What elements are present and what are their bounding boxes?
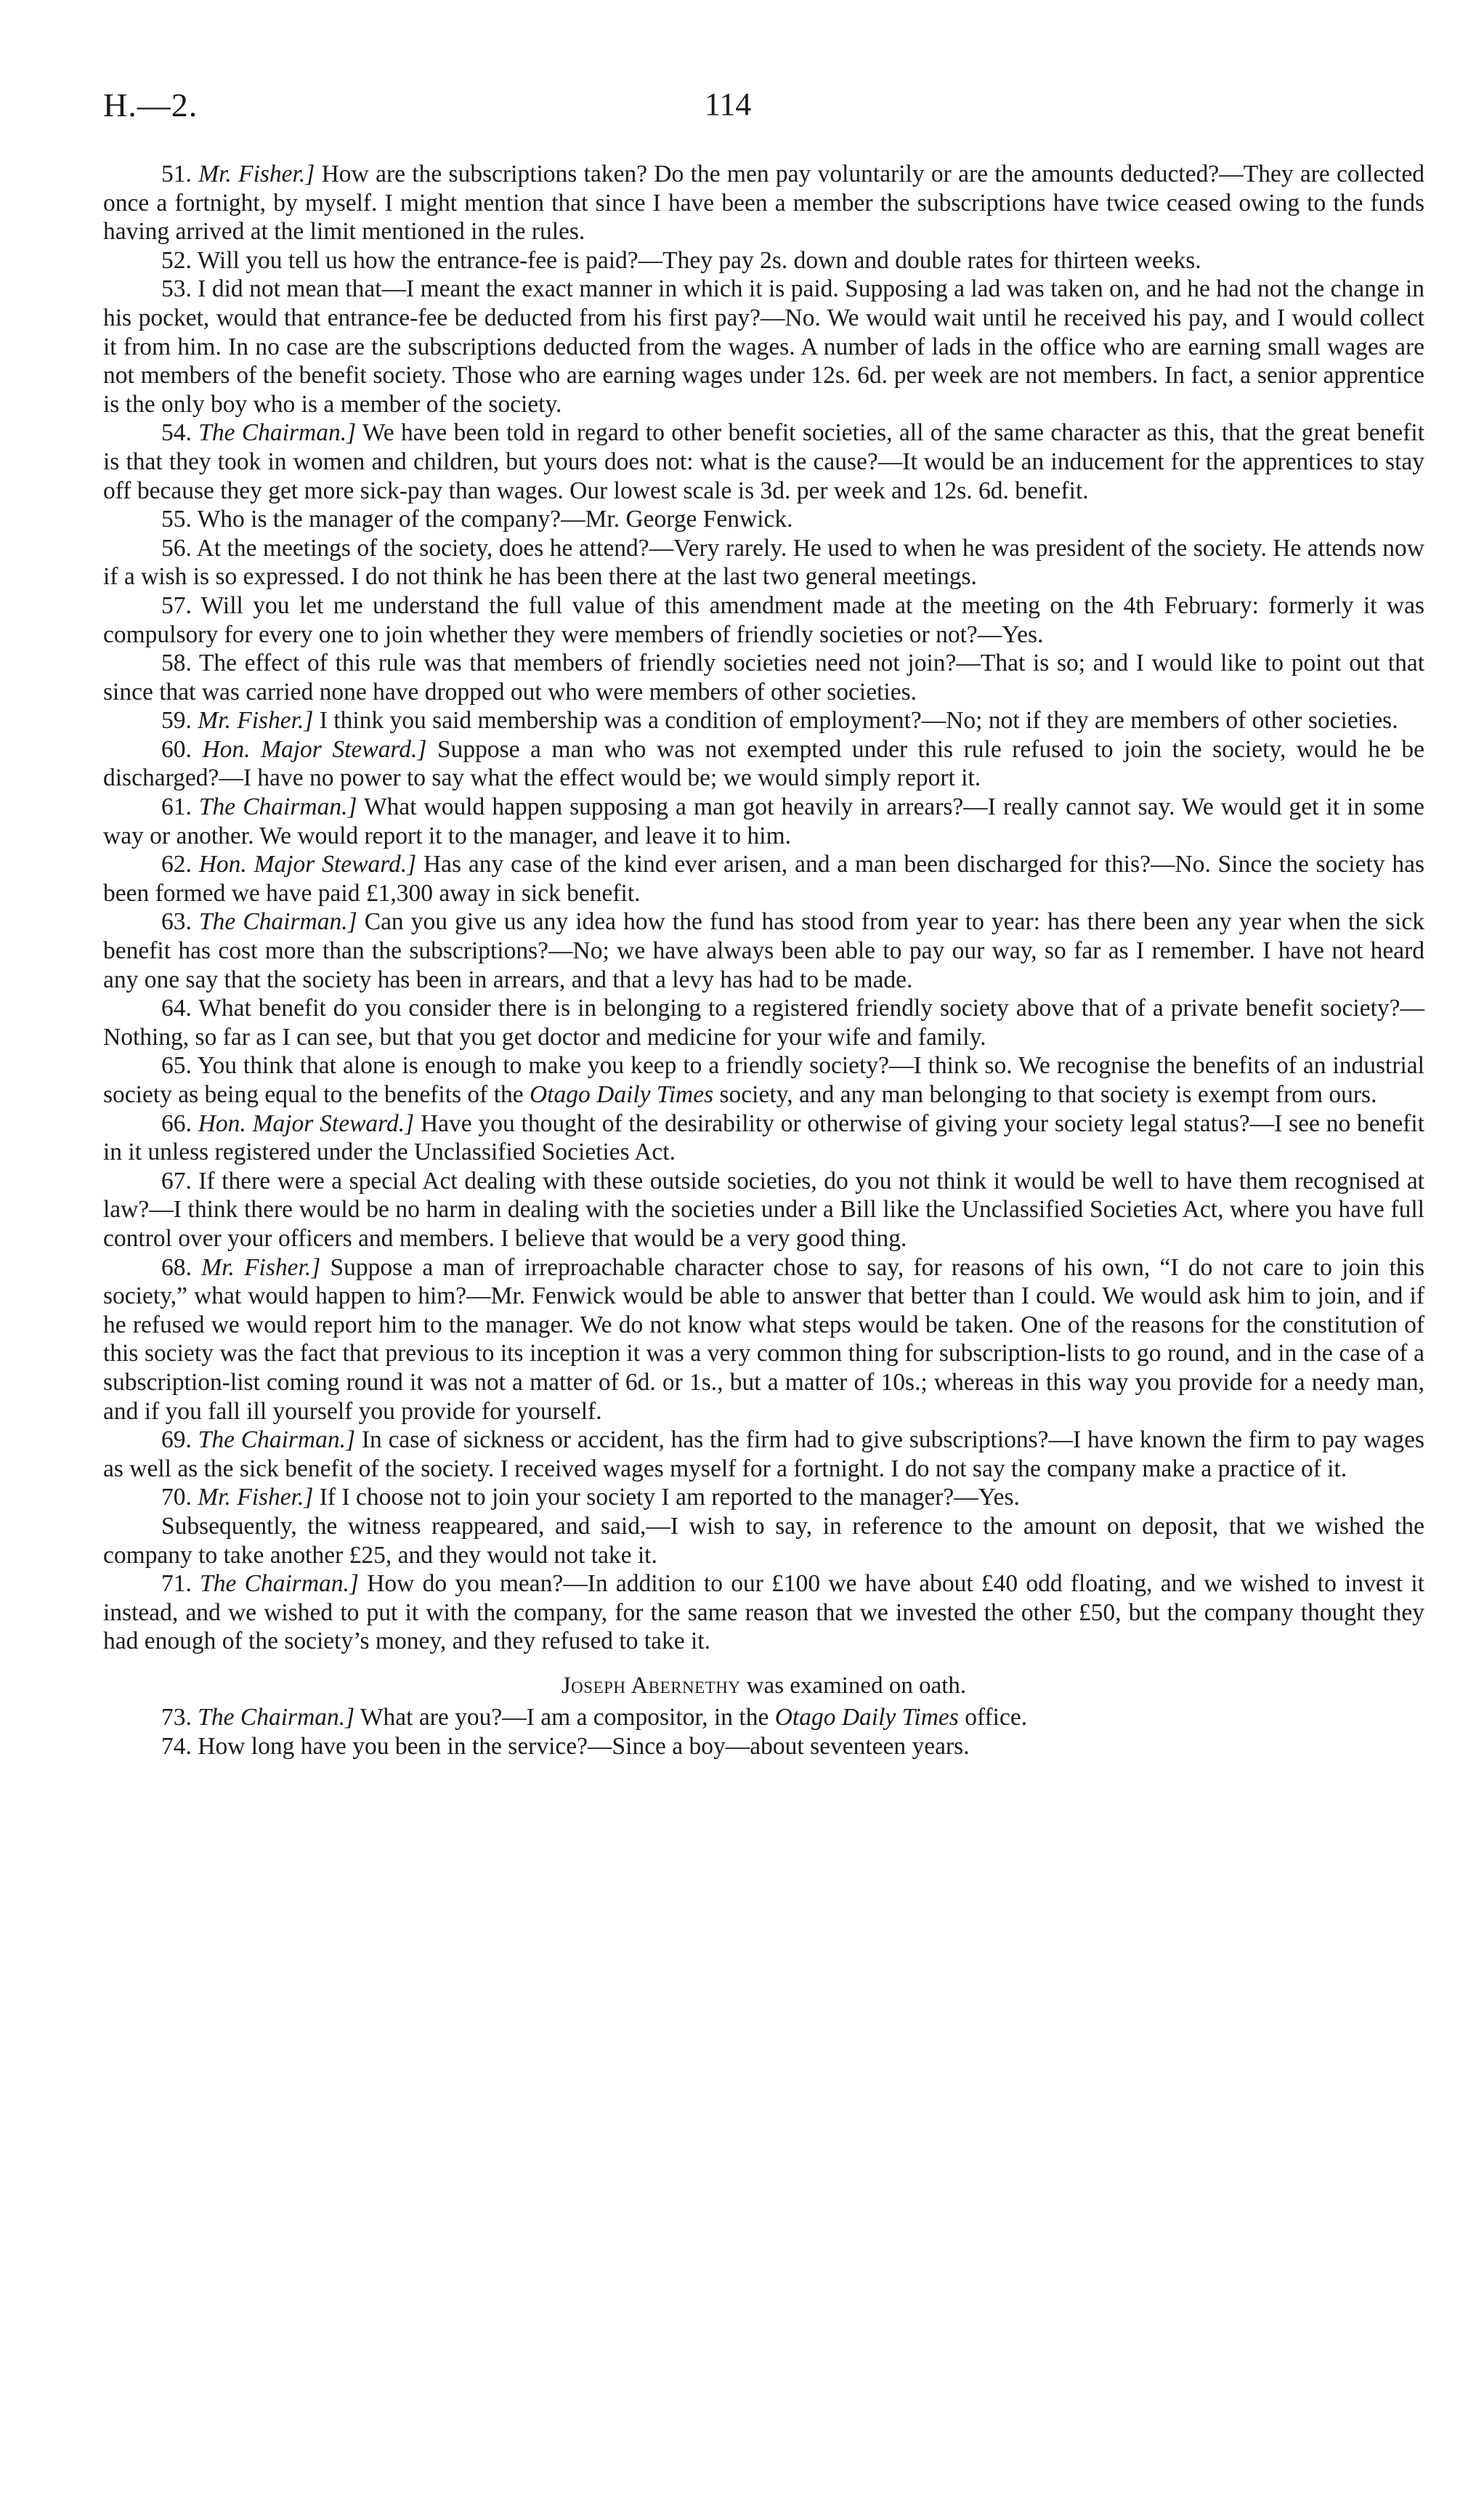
question-number: 73. (161, 1704, 192, 1731)
speaker-label: The Chairman.] (198, 1704, 355, 1731)
evidence-paragraph (103, 246, 1424, 275)
paragraph-text: society, and any man belonging to that society is exempt from ours. (713, 1081, 1377, 1108)
paragraph-text: What are you?—I am a compositor, in the (354, 1704, 775, 1731)
question-number: 66. (161, 1109, 192, 1137)
paragraph-text: The effect of this rule was that members of friendly societies need not join?—That is so; and I would like to point out that since that was carried none have dropped out who were members of other societies. (103, 650, 1424, 706)
evidence-paragraph (103, 1167, 1424, 1253)
paragraph-text: Suppose a man of irreproachable character chose to say, for reasons of his own, “I do not care to join this society,” what would happen to him?—Mr. Fenwick would be able to answer that better than I could. We would ask him to join, and if he refused we would report him to the manager. We do not know what steps would be taken. One of the reasons for the constitution of this society was the fact that previous to its inception it was a very common thing for subscription-lists to go round, and in the case of a subscription-list coming round it was not a matter of 6d. or 1s., but a matter of 10s.; whereas in this way you provide for a needy man, and if you fall ill yourself you provide for yourself. (103, 1253, 1424, 1425)
question-number: 56. (161, 534, 192, 562)
question-number: 60. (161, 735, 192, 763)
evidence-paragraph (103, 706, 1424, 735)
question-number: 61. (161, 793, 192, 821)
speaker-label: The Chairman.] (198, 1426, 356, 1454)
paragraph-text: What would happen supposing a man got heavily in arrears?—I really cannot say. We would get it in some way or another. We would report it to the manager, and leave it to him. (103, 793, 1424, 849)
paragraph-65 (103, 1051, 1424, 1109)
evidence-paragraph (103, 1512, 1424, 1569)
evidence-paragraph (103, 1253, 1424, 1426)
evidence-paragraph (103, 850, 1424, 908)
evidence-paragraph (103, 160, 1424, 246)
paragraph-text: Suppose a man who was not exempted under this rule refused to join the society, would he be discharged?—I have no power to say what the effect would be; we would simply report it. (103, 735, 1425, 792)
question-number: 62. (161, 851, 192, 878)
page-header (103, 86, 1424, 129)
evidence-paragraph (103, 908, 1424, 994)
paragraph-text: If I choose not to join your society I am reported to the manager?—Yes. (313, 1484, 1020, 1511)
paragraph-text: We have been told in regard to other benefit societies, all of the same character as this, that the great benefit is that they took in women and children, but yours does not: what is the cause?—It would be an inducement for the apprentices to stay off because they get more sick-pay than wages. Our lowest scale is 3d. per week and 12s. 6d. benefit. (103, 419, 1424, 504)
paragraph-text: How long have you been in the service?—Since a boy—about seventeen years. (191, 1733, 970, 1761)
paragraph-text: office. (958, 1704, 1028, 1731)
question-number: 74. (161, 1733, 192, 1761)
question-number: 53. (161, 275, 192, 303)
question-number: 70. (161, 1484, 192, 1511)
paragraph-74 (103, 1732, 1424, 1761)
witness-heading-text: was examined on oath. (740, 1672, 967, 1699)
question-number: 64. (161, 995, 192, 1022)
paragraph-text: How do you mean?—In addition to our £100 we have about £40 odd floating, and we wished to invest it instead, and we wished to put it with the company, for the same reason that we invested the other £50, but the company thought they had enough of the society’s money, and they refused to take it. (103, 1570, 1425, 1655)
page-number: 114 (705, 86, 752, 122)
question-number: 57. (161, 591, 192, 619)
speaker-label: Mr. Fisher.] (198, 161, 315, 187)
evidence-paragraph (103, 505, 1424, 534)
paragraph-text: Will you let me understand the full value of this amendment made at the meeting on the 4th February: formerly it was compulsory for every one to join whether they were members of friendly societies or not?—Yes. (103, 591, 1424, 648)
paragraph-text: Can you give us any idea how the fund has stood from year to year: has there been any year when the sick benefit has cost more than the subscriptions?—No; we have always been able to pay our way, so far as I remember. I have not heard any one say that the society has been in arrears, and that a levy has had to be made. (103, 908, 1425, 993)
question-number: 63. (161, 908, 192, 936)
question-number: 59. (161, 707, 192, 735)
evidence-section-b (103, 1109, 1424, 1656)
question-number: 68. (161, 1253, 192, 1281)
speaker-label: The Chairman.] (198, 793, 357, 821)
evidence-paragraph (103, 735, 1424, 793)
question-number: 67. (161, 1167, 192, 1195)
question-number: 51. (161, 161, 192, 187)
question-number: 65. (161, 1052, 192, 1080)
newspaper-name: Otago Daily Times (774, 1704, 959, 1731)
evidence-paragraph (103, 1426, 1424, 1483)
paragraph-text: Subsequently, the witness reappeared, and said,—I wish to say, in reference to the amount on deposit, that we wished the company to take another £25, and they would not take it. (103, 1512, 1424, 1569)
paragraph-text: In case of sickness or accident, has the firm had to give subscriptions?—I have known the firm to pay wages as well as the sick benefit of the society. I received wages myself for a fortnight. I do not say the company make a practice of it. (103, 1426, 1425, 1482)
speaker-label: Hon. Major Steward.] (198, 1109, 415, 1137)
speaker-label: Mr. Fisher.] (201, 1253, 321, 1281)
question-number: 71. (161, 1570, 192, 1598)
paragraph-text: How are the subscriptions taken? Do the men pay voluntarily or are the amounts deducted?—They are collected once a fortnight, by myself. I might mention that since I have been a member the subscriptions have twice ceased owing to the funds having arrived at the limit mentioned in the rules. (103, 161, 1424, 246)
paragraph-73 (103, 1703, 1424, 1732)
evidence-paragraph (103, 994, 1424, 1051)
witness-name: Joseph Abernethy (561, 1672, 741, 1699)
evidence-paragraph (103, 1483, 1424, 1512)
paragraph-text: You think that alone is enough to make you keep to a friendly society?—I think so. We recognise the benefits of an industrial society as being equal to the benefits of the (103, 1052, 1424, 1108)
paragraph-text: What benefit do you consider there is in belonging to a registered friendly society above that of a private benefit society?—Nothing, so far as I can see, but that you get doctor and medicine for your wife and family. (103, 995, 1424, 1051)
paragraph-text: I think you said membership was a condition of employment?—No; not if they are members of other societies. (313, 707, 1398, 735)
paragraph-text: I did not mean that—I meant the exact manner in which it is paid. Supposing a lad was taken on, and he had not the change in his pocket, would that entrance-fee be deducted from his first pay?—No. We would wait until he received his pay, and I would collect it from him. In no case are the subscriptions deducted from the wages. A number of lads in the office who are earning small wages are not members of the benefit society. Those who are earning wages under 12s. 6d. per week are not members. In fact, a senior apprentice is the only boy who is a member of the society. (103, 275, 1424, 418)
speaker-label: Mr. Fisher.] (198, 707, 314, 735)
evidence-section-a (103, 160, 1424, 1051)
paragraph-text: Have you thought of the desirability or otherwise of giving your society legal status?—I see no benefit in it unless registered under the Unclassified Societies Act. (103, 1109, 1425, 1166)
evidence-paragraph (103, 1569, 1424, 1656)
question-number: 69. (161, 1426, 192, 1454)
question-number: 52. (161, 246, 192, 274)
question-number: 55. (161, 506, 192, 533)
speaker-label: Hon. Major Steward.] (202, 735, 427, 763)
evidence-paragraph (103, 1109, 1424, 1167)
newspaper-name: Otago Daily Times (530, 1081, 714, 1108)
evidence-body (103, 160, 1424, 1761)
question-number: 58. (161, 650, 192, 677)
document-reference: H.—2. (103, 86, 198, 124)
speaker-label: The Chairman.] (200, 1570, 359, 1598)
evidence-paragraph (103, 649, 1424, 706)
evidence-paragraph (103, 534, 1424, 591)
question-number: 54. (161, 419, 192, 447)
paragraph-text: Has any case of the kind ever arisen, and a man been discharged for this?—No. Since the society has been formed we have paid £1,300 away in sick benefit. (103, 851, 1425, 907)
speaker-label: The Chairman.] (198, 419, 357, 447)
paragraph-text: If there were a special Act dealing with these outside societies, do you not think it would be well to have them recognised at law?—I think there would be no harm in dealing with the societies under a Bill like the Unclassified Societies Act, where you have full control over your officers and members. I believe that would be a very good thing. (103, 1167, 1424, 1252)
witness-heading (103, 1672, 1424, 1701)
evidence-paragraph (103, 793, 1424, 850)
speaker-label: Mr. Fisher.] (198, 1484, 314, 1511)
evidence-paragraph (103, 419, 1424, 505)
paragraph-text: At the meetings of the society, does he attend?—Very rarely. He used to when he was president of the society. He attends now if a wish is so expressed. I do not think he has been there at the last two general meetings. (103, 534, 1424, 591)
paragraph-text: Who is the manager of the company?—Mr. George Fenwick. (191, 506, 793, 533)
paragraph-text: Will you tell us how the entrance-fee is paid?—They pay 2s. down and double rates for thirteen weeks. (191, 246, 1201, 274)
speaker-label: Hon. Major Steward.] (198, 851, 417, 878)
evidence-paragraph (103, 591, 1424, 649)
speaker-label: The Chairman.] (198, 908, 357, 936)
evidence-paragraph (103, 275, 1424, 419)
